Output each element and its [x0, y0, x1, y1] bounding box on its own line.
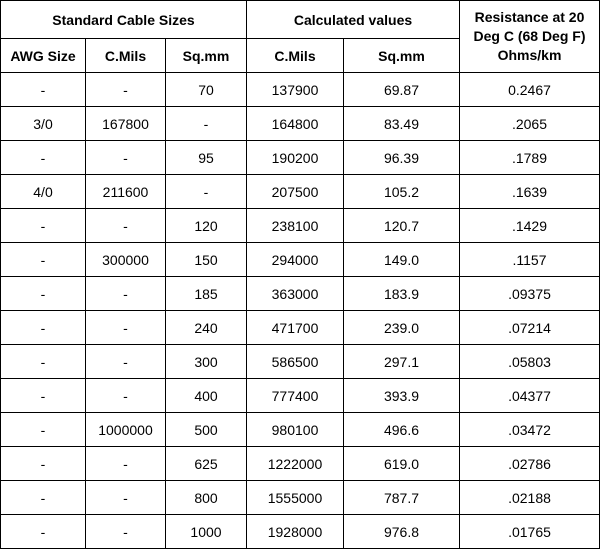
standard-cmils-cell: -	[86, 481, 166, 515]
awg-size-cell: -	[1, 277, 86, 311]
standard-cmils-cell: 167800	[86, 107, 166, 141]
resistance-cell: .03472	[460, 413, 600, 447]
calculated-cmils-cell: 1555000	[247, 481, 344, 515]
resistance-cell: .09375	[460, 277, 600, 311]
calculated-cmils-cell: 363000	[247, 277, 344, 311]
table-row	[1, 175, 600, 209]
standard-sqmm-cell: -	[166, 107, 247, 141]
standard-cmils-cell: -	[86, 447, 166, 481]
calculated-cmils-cell: 586500	[247, 345, 344, 379]
calculated-sqmm-cell: 393.9	[344, 379, 460, 413]
awg-size-cell: -	[1, 379, 86, 413]
calculated-sqmm-cell: 120.7	[344, 209, 460, 243]
standard-cmils-header: C.Mils	[86, 39, 166, 73]
table-row	[1, 73, 600, 107]
resistance-cell: .04377	[460, 379, 600, 413]
awg-size-cell: -	[1, 311, 86, 345]
calculated-cmils-cell: 471700	[247, 311, 344, 345]
standard-sqmm-cell: 185	[166, 277, 247, 311]
calculated-cmils-cell: 137900	[247, 73, 344, 107]
resistance-cell: 0.2467	[460, 73, 600, 107]
table-row	[1, 141, 600, 175]
awg-size-cell: -	[1, 141, 86, 175]
calculated-sqmm-cell: 619.0	[344, 447, 460, 481]
table-body	[1, 73, 600, 549]
standard-sqmm-cell: 120	[166, 209, 247, 243]
table-row	[1, 481, 600, 515]
calculated-cmils-header: C.Mils	[247, 39, 344, 73]
calculated-sqmm-header: Sq.mm	[344, 39, 460, 73]
resistance-cell: .1639	[460, 175, 600, 209]
calculated-cmils-cell: 238100	[247, 209, 344, 243]
calculated-sqmm-cell: 183.9	[344, 277, 460, 311]
standard-cmils-cell: 1000000	[86, 413, 166, 447]
table-row	[1, 515, 600, 549]
awg-size-header: AWG Size	[1, 39, 86, 73]
resistance-header: Resistance at 20 Deg C (68 Deg F) Ohms/km	[460, 1, 600, 73]
calculated-cmils-cell: 1222000	[247, 447, 344, 481]
standard-sqmm-cell: -	[166, 175, 247, 209]
standard-cmils-cell: -	[86, 141, 166, 175]
calculated-cmils-cell: 980100	[247, 413, 344, 447]
calculated-sqmm-cell: 149.0	[344, 243, 460, 277]
resistance-cell: .2065	[460, 107, 600, 141]
awg-size-cell: -	[1, 73, 86, 107]
standard-cmils-cell: -	[86, 277, 166, 311]
standard-cmils-cell: 211600	[86, 175, 166, 209]
table-row	[1, 209, 600, 243]
resistance-cell: .1157	[460, 243, 600, 277]
calculated-values-header: Calculated values	[247, 1, 460, 39]
standard-sqmm-cell: 95	[166, 141, 247, 175]
calculated-sqmm-cell: 69.87	[344, 73, 460, 107]
calculated-sqmm-cell: 297.1	[344, 345, 460, 379]
resistance-cell: .01765	[460, 515, 600, 549]
calculated-cmils-cell: 777400	[247, 379, 344, 413]
awg-size-cell: 3/0	[1, 107, 86, 141]
awg-size-cell: -	[1, 481, 86, 515]
standard-cmils-cell: -	[86, 209, 166, 243]
standard-sqmm-header: Sq.mm	[166, 39, 247, 73]
awg-size-cell: -	[1, 345, 86, 379]
standard-cmils-cell: -	[86, 379, 166, 413]
standard-sqmm-cell: 400	[166, 379, 247, 413]
table-row	[1, 277, 600, 311]
standard-sqmm-cell: 625	[166, 447, 247, 481]
resistance-cell: .1789	[460, 141, 600, 175]
standard-sqmm-cell: 500	[166, 413, 247, 447]
awg-size-cell: 4/0	[1, 175, 86, 209]
standard-cable-sizes-header: Standard Cable Sizes	[1, 1, 247, 39]
standard-sqmm-cell: 1000	[166, 515, 247, 549]
table-row	[1, 311, 600, 345]
calculated-cmils-cell: 207500	[247, 175, 344, 209]
calculated-sqmm-cell: 96.39	[344, 141, 460, 175]
calculated-sqmm-cell: 83.49	[344, 107, 460, 141]
table-row	[1, 447, 600, 481]
resistance-cell: .1429	[460, 209, 600, 243]
calculated-sqmm-cell: 105.2	[344, 175, 460, 209]
calculated-sqmm-cell: 239.0	[344, 311, 460, 345]
table-row	[1, 243, 600, 277]
resistance-cell: .02786	[460, 447, 600, 481]
resistance-cell: .07214	[460, 311, 600, 345]
awg-size-cell: -	[1, 209, 86, 243]
standard-cmils-cell: -	[86, 73, 166, 107]
table-row	[1, 107, 600, 141]
header-group-row	[1, 1, 600, 39]
standard-cmils-cell: -	[86, 345, 166, 379]
standard-sqmm-cell: 240	[166, 311, 247, 345]
calculated-cmils-cell: 190200	[247, 141, 344, 175]
table-row	[1, 379, 600, 413]
standard-cmils-cell: -	[86, 311, 166, 345]
table-row	[1, 413, 600, 447]
standard-sqmm-cell: 70	[166, 73, 247, 107]
table-row	[1, 345, 600, 379]
awg-size-cell: -	[1, 413, 86, 447]
standard-cmils-cell: -	[86, 515, 166, 549]
standard-sqmm-cell: 800	[166, 481, 247, 515]
calculated-cmils-cell: 1928000	[247, 515, 344, 549]
awg-size-cell: -	[1, 447, 86, 481]
calculated-cmils-cell: 164800	[247, 107, 344, 141]
standard-sqmm-cell: 150	[166, 243, 247, 277]
resistance-cell: .02188	[460, 481, 600, 515]
calculated-sqmm-cell: 976.8	[344, 515, 460, 549]
calculated-sqmm-cell: 787.7	[344, 481, 460, 515]
standard-cmils-cell: 300000	[86, 243, 166, 277]
standard-sqmm-cell: 300	[166, 345, 247, 379]
awg-size-cell: -	[1, 515, 86, 549]
resistance-cell: .05803	[460, 345, 600, 379]
calculated-sqmm-cell: 496.6	[344, 413, 460, 447]
awg-size-cell: -	[1, 243, 86, 277]
calculated-cmils-cell: 294000	[247, 243, 344, 277]
